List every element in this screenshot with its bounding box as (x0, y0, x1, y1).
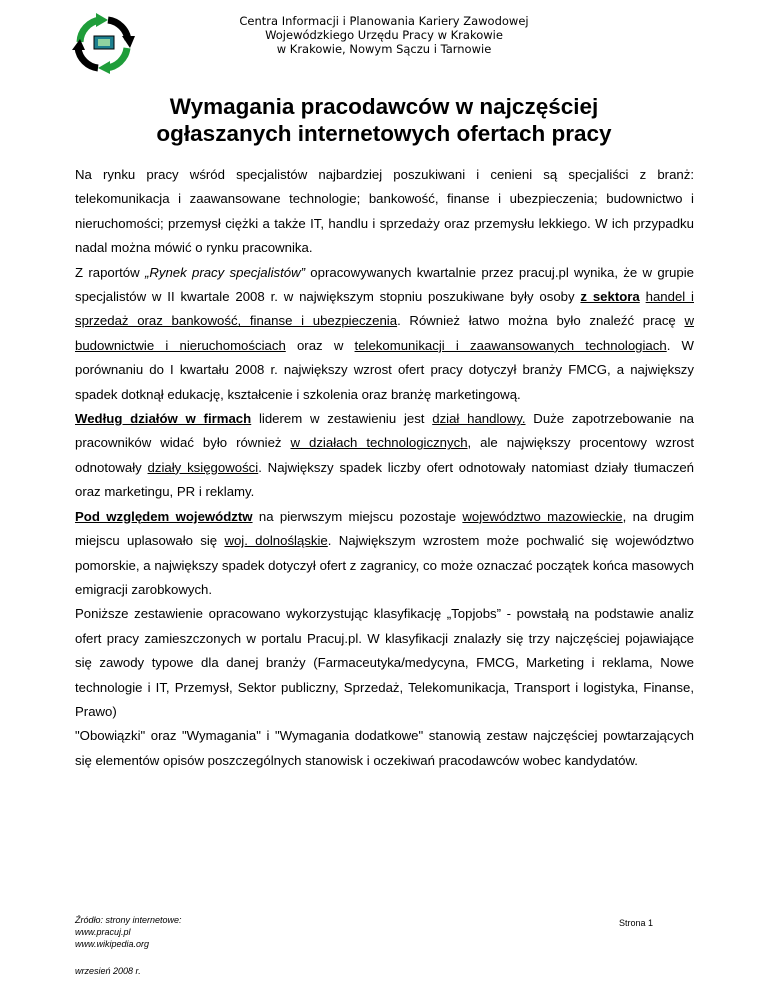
p2-underline: telekomunikacji i zaawansowanych technologiach (354, 337, 667, 353)
recycle-arrows-logo (70, 12, 136, 74)
paragraph-2 (75, 261, 694, 407)
p3-text: . Największy spadek liczby ofert odnotowały natomiast działy tłumaczeń oraz marketingu, PR i reklamy. (75, 459, 694, 500)
p3-underline: w działach technologicznych (290, 435, 468, 451)
p3-emphasis: Według działów w firmach (75, 411, 252, 427)
p3-text: , ale największy procentowy wzrost odnotowały (75, 435, 695, 475)
page-title (60, 93, 708, 147)
header-line-2: Wojewódzkiego Urzędu Pracy w Krakowie (265, 28, 503, 42)
p4-text: . Największym wzrostem może pochwalić się województwo pomorskie, a największy spadek dotyczył ofert z zagranicy, co może oznaczać początek końca masowych emigracji zarobkowych. (75, 533, 694, 597)
p2-text: Z raportów (75, 264, 145, 280)
footer-date: wrzesień 2008 r. (75, 966, 141, 976)
paragraph-3 (75, 407, 694, 505)
page-number: Strona 1 (619, 918, 654, 928)
p2-text: oraz w (285, 337, 355, 353)
source-footer (75, 914, 182, 950)
source-link-pracuj: www.pracuj.pl (75, 927, 131, 937)
paragraph-5: Poniższe zestawienie opracowano wykorzystując klasyfikację „Topjobs” - powstałą na podstawie analiz ofert pracy zamieszczonych w portalu Pracuj.pl. W klasyfikacji znalazły się trzy najczęściej pojawiające się zawody typowe dla danej branży (Farmaceutyka/medycyna, FMCG, Marketing i reklama, Nowe technologie i IT, Przemysł, Sektor publiczny, Sprzedaż, Telekomunikacja, Transport i logistyka, Finanse, Prawo) (75, 606, 694, 719)
document-body (75, 163, 694, 773)
title-line-1: Wymagania pracodawców w najczęściej (169, 94, 599, 119)
header-line-3: w Krakowie, Nowym Sączu i Tarnowie (276, 42, 492, 56)
source-label: Źródło: strony internetowe: (75, 915, 182, 925)
institution-header (150, 14, 618, 56)
p3-underline: działy księgowości (147, 459, 259, 475)
p2-underline: handel i sprzedaż oraz bankowość, finanse i ubezpieczenia (75, 289, 694, 329)
p3-text: liderem w zestawieniu jest (251, 411, 433, 427)
source-link-wikipedia: www.wikipedia.org (75, 939, 150, 949)
header-line-1: Centra Informacji i Planowania Kariery Zawodowej (239, 14, 529, 28)
p4-underline: województwo mazowieckie (462, 508, 623, 524)
p3-underline: dział handlowy. (432, 411, 526, 427)
paragraph-1: Na rynku pracy wśród specjalistów najbardziej poszukiwani i cenieni są specjaliści z branż: telekomunikacja i zaawansowane technologie; bankowość, finanse i ubezpieczenia; budownictwo i nieruchomości; przemysł ciężki a także IT, handlu i sprzedaży oraz przemysłu lekkiego. W ich przypadku nadal można mówić o rynku pracownika. (75, 167, 694, 256)
p2-sector-emphasis: z sektora (580, 289, 640, 305)
p2-text: opracowywanych kwartalnie przez pracuj.pl wynika, że w grupie specjalistów w II kwartale 2008 r. w największym stopniu poszukiwane były osoby (75, 264, 694, 305)
p4-emphasis: Pod względem województw (75, 508, 253, 524)
p4-text: na pierwszym miejscu pozostaje (252, 508, 463, 524)
paragraph-6: "Obowiązki" oraz "Wymagania" i "Wymagania dodatkowe" stanowią zestaw najczęściej powtarzających się elementów opisów poszczególnych stanowisk i oczekiwań pracodawców wobec kandydatów. (75, 728, 694, 768)
p4-underline: woj. dolnośląskie (224, 533, 328, 549)
p4-text: , na drugim miejscu uplasowało się (75, 508, 694, 549)
p2-underline: w budownictwie i nieruchomościach (75, 313, 694, 353)
p2-report-title: „Rynek pracy specjalistów” (144, 264, 306, 280)
p3-text: Duże zapotrzebowanie na pracowników widać było również (75, 411, 694, 451)
p2-text: . W porównaniu do I kwartału 2008 r. największy wzrost ofert pracy dotyczył branży FMCG, a największy spadek dotknął edukację, kształcenie i szkolenia oraz branżę marketingową. (75, 337, 695, 402)
title-line-2: ogłaszanych internetowych ofertach pracy (156, 121, 612, 146)
paragraph-4 (75, 505, 694, 603)
p2-text: . Również łatwo można było znaleźć pracę (397, 313, 685, 329)
